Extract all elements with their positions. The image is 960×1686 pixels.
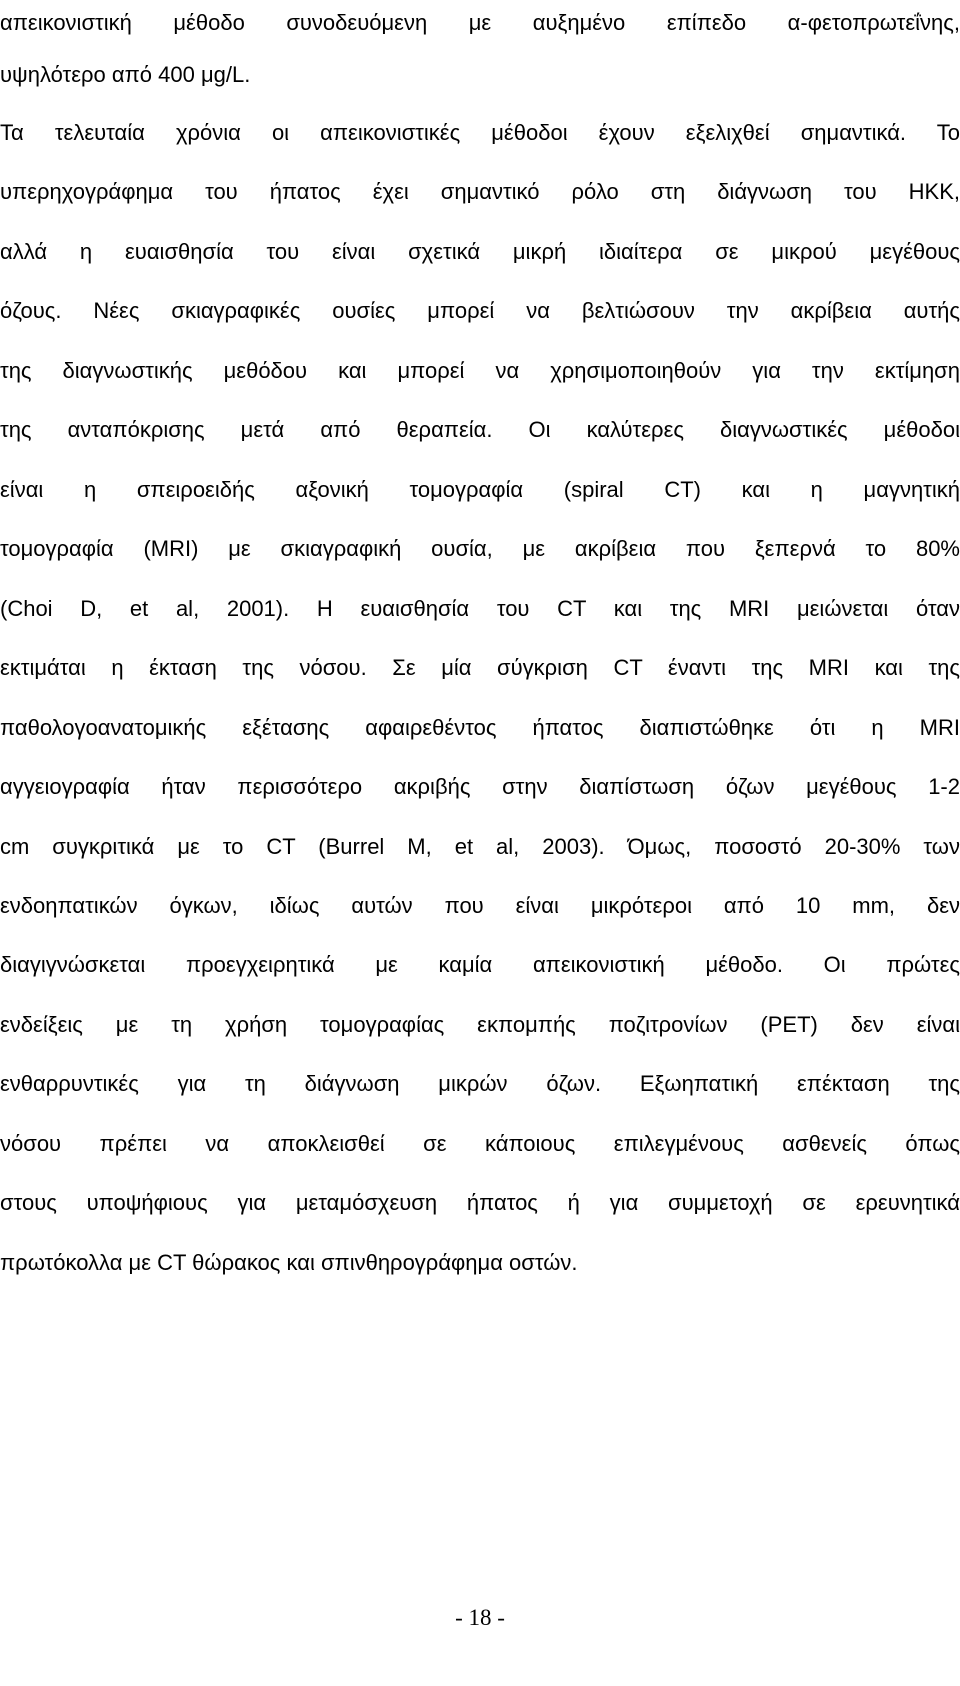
paragraph-line: αγγειογραφία ήταν περισσότερο ακριβής στην διαπίστωση όζων μεγέθους 1-2 (0, 774, 960, 799)
paragraph-line: ενθαρρυντικές για τη διάγνωση μικρών όζων. Εξωηπατική επέκταση της (0, 1071, 960, 1096)
paragraph-line: όζους. Νέες σκιαγραφικές ουσίες μπορεί να βελτιώσουν την ακρίβεια αυτής (0, 298, 960, 323)
paragraph-line: (Choi D, et al, 2001). Η ευαισθησία του CT και της MRI μειώνεται όταν (0, 596, 960, 621)
paragraph-line: της διαγνωστικής μεθόδου και μπορεί να χρησιμοποιηθούν για την εκτίμηση (0, 358, 960, 383)
paragraph-line: cm συγκριτικά με το CT (Burrel M, et al, 2003). Όμως, ποσοστό 20-30% των (0, 834, 960, 859)
paragraph-line: ενδοηπατικών όγκων, ιδίως αυτών που είναι μικρότεροι από 10 mm, δεν (0, 893, 960, 918)
paragraph-line: Τα τελευταία χρόνια οι απεικονιστικές μέθοδοι έχουν εξελιχθεί σημαντικά. Το (0, 120, 960, 145)
paragraph-line: υπερηχογράφημα του ήπατος έχει σημαντικό ρόλο στη διάγνωση του ΗΚΚ, (0, 179, 960, 204)
paragraph-line: διαγιγνώσκεται προεγχειρητικά με καμία απεικονιστική μέθοδο. Οι πρώτες (0, 952, 960, 977)
paragraph-line: πρωτόκολλα με CT θώρακος και σπινθηρογράφημα οστών. (0, 1250, 578, 1275)
paragraph-line: εκτιμάται η έκταση της νόσου. Σε μία σύγκριση CT έναντι της MRI και της (0, 655, 960, 680)
paragraph-line: ενδείξεις με τη χρήση τομογραφίας εκπομπής ποζιτρονίων (PET) δεν είναι (0, 1012, 960, 1037)
paragraph-line: υψηλότερο από 400 μg/L. (0, 62, 251, 87)
paragraph-line: αλλά η ευαισθησία του είναι σχετικά μικρή ιδιαίτερα σε μικρού μεγέθους (0, 239, 960, 264)
paragraph-line: παθολογοανατομικής εξέτασης αφαιρεθέντος ήπατος διαπιστώθηκε ότι η MRI (0, 715, 960, 740)
paragraph-line: νόσου πρέπει να αποκλεισθεί σε κάποιους επιλεγμένους ασθενείς όπως (0, 1131, 960, 1156)
paragraph-line: απεικονιστική μέθοδο συνοδευόμενη με αυξημένο επίπεδο α-φετοπρωτεΐνης, (0, 10, 960, 35)
page-number: - 18 - (455, 1605, 505, 1630)
paragraph-line: της ανταπόκρισης μετά από θεραπεία. Οι καλύτερες διαγνωστικές μέθοδοι (0, 417, 960, 442)
paragraph-line: τομογραφία (MRI) με σκιαγραφική ουσία, με ακρίβεια που ξεπερνά το 80% (0, 536, 960, 561)
paragraph-line: στους υποψήφιους για μεταμόσχευση ήπατος ή για συμμετοχή σε ερευνητικά (0, 1190, 960, 1215)
paragraph-line: είναι η σπειροειδής αξονική τομογραφία (spiral CT) και η μαγνητική (0, 477, 960, 502)
